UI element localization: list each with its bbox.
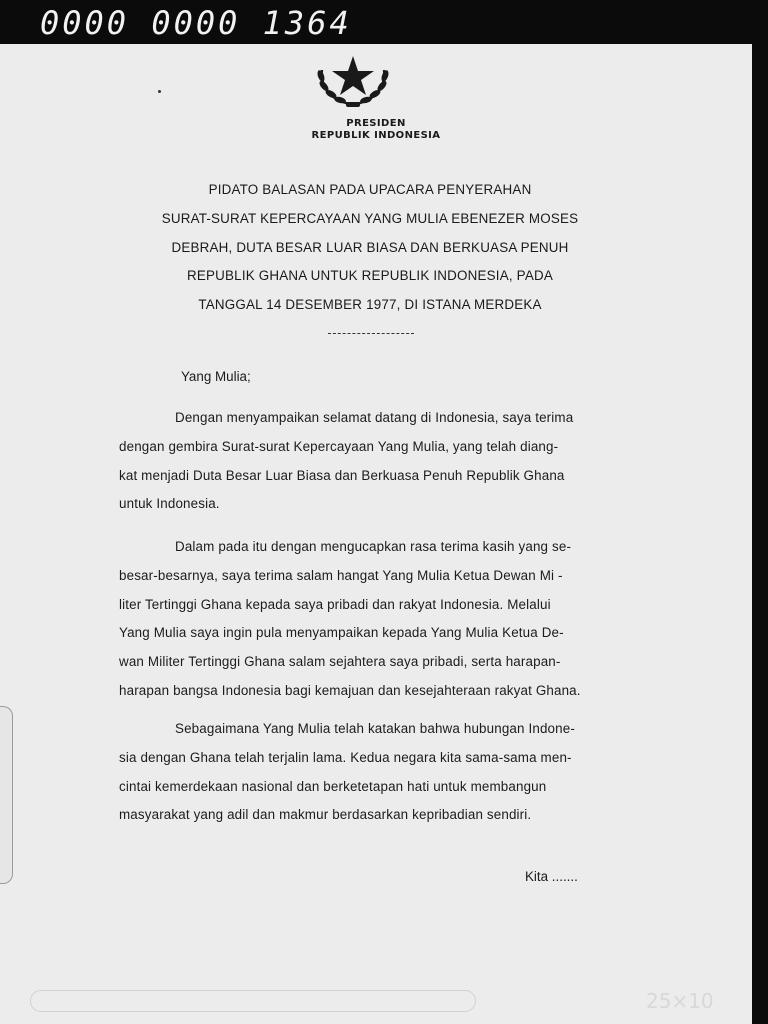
microfilm-frame-number: 0000 0000 1364	[40, 4, 352, 42]
text-line: cintai kemerdekaan nasional dan berketetapan hati untuk membangun	[119, 778, 547, 794]
speech-title	[120, 176, 620, 320]
film-scratch-mark	[30, 990, 476, 1012]
text-line: harapan bangsa Indonesia bagi kemajuan dan kesejahteraan rakyat Ghana.	[119, 682, 581, 698]
text-line: wan Militer Tertinggi Ghana salam sejahtera saya pribadi, serta harapan-	[119, 654, 561, 670]
text-line: Yang Mulia saya ingin pula menyampaikan kepada Yang Mulia Ketua De-	[119, 625, 564, 641]
text-line: masyarakat yang adil dan makmur berdasarkan kepribadian sendiri.	[119, 807, 532, 823]
salutation: Yang Mulia;	[181, 369, 251, 384]
dust-speck	[158, 90, 161, 93]
text-line: sia dengan Ghana telah terjalin lama. Kedua negara kita sama-sama men-	[119, 749, 572, 765]
title-line: REPUBLIK GHANA UNTUK REPUBLIK INDONESIA, PADA	[187, 268, 553, 284]
film-border	[752, 44, 768, 1024]
title-line: DEBRAH, DUTA BESAR LUAR BIASA DAN BERKUASA PENUH	[171, 239, 569, 255]
title-line: SURAT-SURAT KEPERCAYAAN YANG MULIA EBENEZER MOSES	[161, 210, 579, 226]
text-line: kat menjadi Duta Besar Luar Biasa dan Berkuasa Penuh Republik Ghana	[119, 467, 565, 483]
paragraph-3	[119, 715, 633, 830]
text-line: Dalam pada itu dengan mengucapkan rasa terima kasih yang se-	[175, 539, 572, 554]
frame-reduction-mark: 25×10	[646, 989, 714, 1013]
text-line: untuk Indonesia.	[119, 496, 220, 512]
letterhead-line-2: REPUBLIK INDONESIA	[311, 130, 441, 141]
page-clip-edge	[0, 706, 13, 884]
letterhead-line-1: PRESIDEN	[346, 118, 406, 129]
document-page	[0, 44, 752, 1024]
title-line: PIDATO BALASAN PADA UPACARA PENYERAHAN	[208, 182, 532, 197]
text-line: dengan gembira Surat-surat Kepercayaan Yang Mulia, yang telah diang-	[119, 438, 559, 454]
paragraph-1	[119, 404, 633, 519]
text-line: liter Tertinggi Ghana kepada saya pribadi dan rakyat Indonesia. Melalui	[119, 596, 551, 612]
text-line: Sebagaimana Yang Mulia telah katakan bahwa hubungan Indone-	[175, 721, 575, 736]
continuation-catchword: Kita .......	[525, 869, 578, 884]
title-line: TANGGAL 14 DESEMBER 1977, DI ISTANA MERDEKA	[198, 297, 542, 313]
title-divider	[328, 333, 414, 334]
text-line: Dengan menyampaikan selamat datang di Indonesia, saya terima	[175, 410, 574, 425]
text-line: besar-besarnya, saya terima salam hangat Yang Mulia Ketua Dewan Mi -	[119, 567, 563, 583]
star-wreath-emblem-icon	[306, 46, 400, 110]
paragraph-2	[119, 533, 633, 706]
